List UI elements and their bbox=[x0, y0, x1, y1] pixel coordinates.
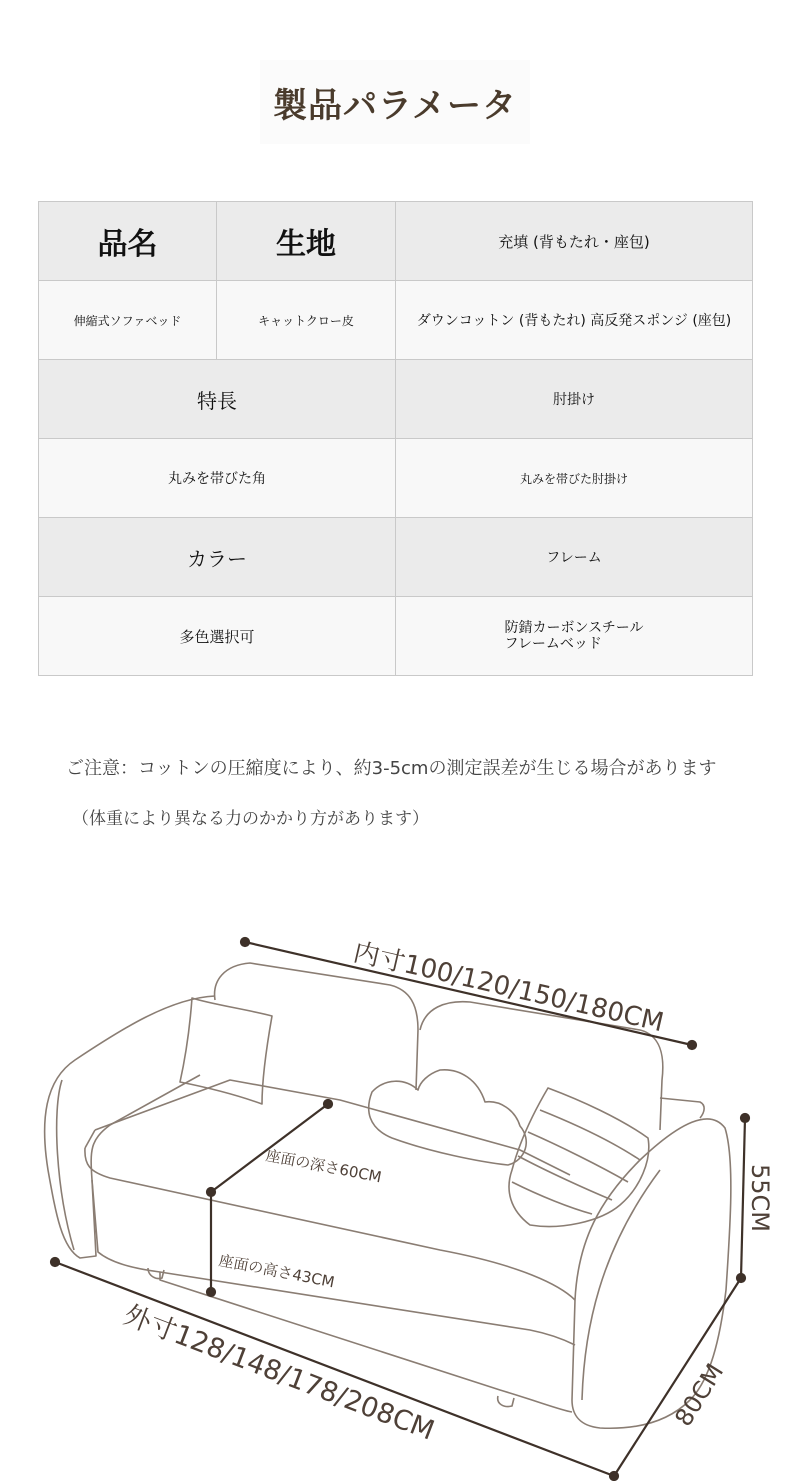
value-product-name: 伸縮式ソファベッド bbox=[39, 281, 217, 360]
dimension-dot bbox=[241, 938, 249, 946]
table-row bbox=[39, 202, 753, 281]
outer-width-line bbox=[55, 1262, 614, 1476]
value-color: 多色選択可 bbox=[39, 597, 396, 676]
sofa-dimension-diagram bbox=[0, 900, 790, 1481]
header-features: 特長 bbox=[39, 360, 396, 439]
parameter-table bbox=[38, 201, 753, 676]
value-armrest: 丸みを帯びた肘掛け bbox=[396, 439, 753, 518]
seat-height-label: 座面の高さ43CM bbox=[217, 1251, 337, 1292]
height-line bbox=[741, 1118, 745, 1278]
sofa-illustration bbox=[45, 963, 731, 1428]
outer-width-label: 外寸128/148/178/208CM bbox=[119, 1299, 439, 1447]
header-filling: 充填 (背もたれ・座包) bbox=[396, 202, 753, 281]
dimension-dot bbox=[51, 1258, 59, 1266]
page-title: 製品パラメータ bbox=[273, 85, 517, 126]
dimension-dot bbox=[688, 1041, 696, 1049]
dimension-dot bbox=[324, 1100, 332, 1108]
dimension-dot bbox=[741, 1114, 749, 1122]
height-label: 55CM bbox=[746, 1164, 774, 1233]
value-features: 丸みを帯びた角 bbox=[39, 439, 396, 518]
frame-text bbox=[504, 620, 643, 652]
dimension-dot bbox=[207, 1288, 215, 1296]
value-frame bbox=[396, 597, 753, 676]
header-armrest: 肘掛け bbox=[396, 360, 753, 439]
header-color: カラー bbox=[39, 518, 396, 597]
measurement-note: ご注意：コットンの圧縮度により、約3-5cmの測定誤差が生じる場合があります bbox=[66, 758, 717, 779]
seat-depth-label: 座面の深さ60CM bbox=[264, 1146, 384, 1187]
header-fabric: 生地 bbox=[217, 202, 396, 281]
header-frame: フレーム bbox=[396, 518, 753, 597]
table-row bbox=[39, 281, 753, 360]
dimension-dot bbox=[207, 1188, 215, 1196]
header-product-name: 品名 bbox=[39, 202, 217, 281]
weight-note: （体重により異なる力のかかり方があります） bbox=[72, 809, 429, 829]
table-row bbox=[39, 439, 753, 518]
table-row bbox=[39, 360, 753, 439]
frame-line-1: 防錆カーボンスチール bbox=[504, 620, 644, 636]
value-fabric: キャットクロー皮 bbox=[217, 281, 396, 360]
frame-line-2: フレームベッド bbox=[504, 636, 602, 652]
table-row bbox=[39, 518, 753, 597]
inner-width-label: 内寸100/120/150/180CM bbox=[350, 937, 667, 1039]
value-filling: ダウンコットン (背もたれ) 高反発スポンジ (座包) bbox=[396, 281, 753, 360]
depth-label: 80CM bbox=[669, 1358, 730, 1432]
table-row bbox=[39, 597, 753, 676]
title-banner bbox=[260, 60, 530, 144]
